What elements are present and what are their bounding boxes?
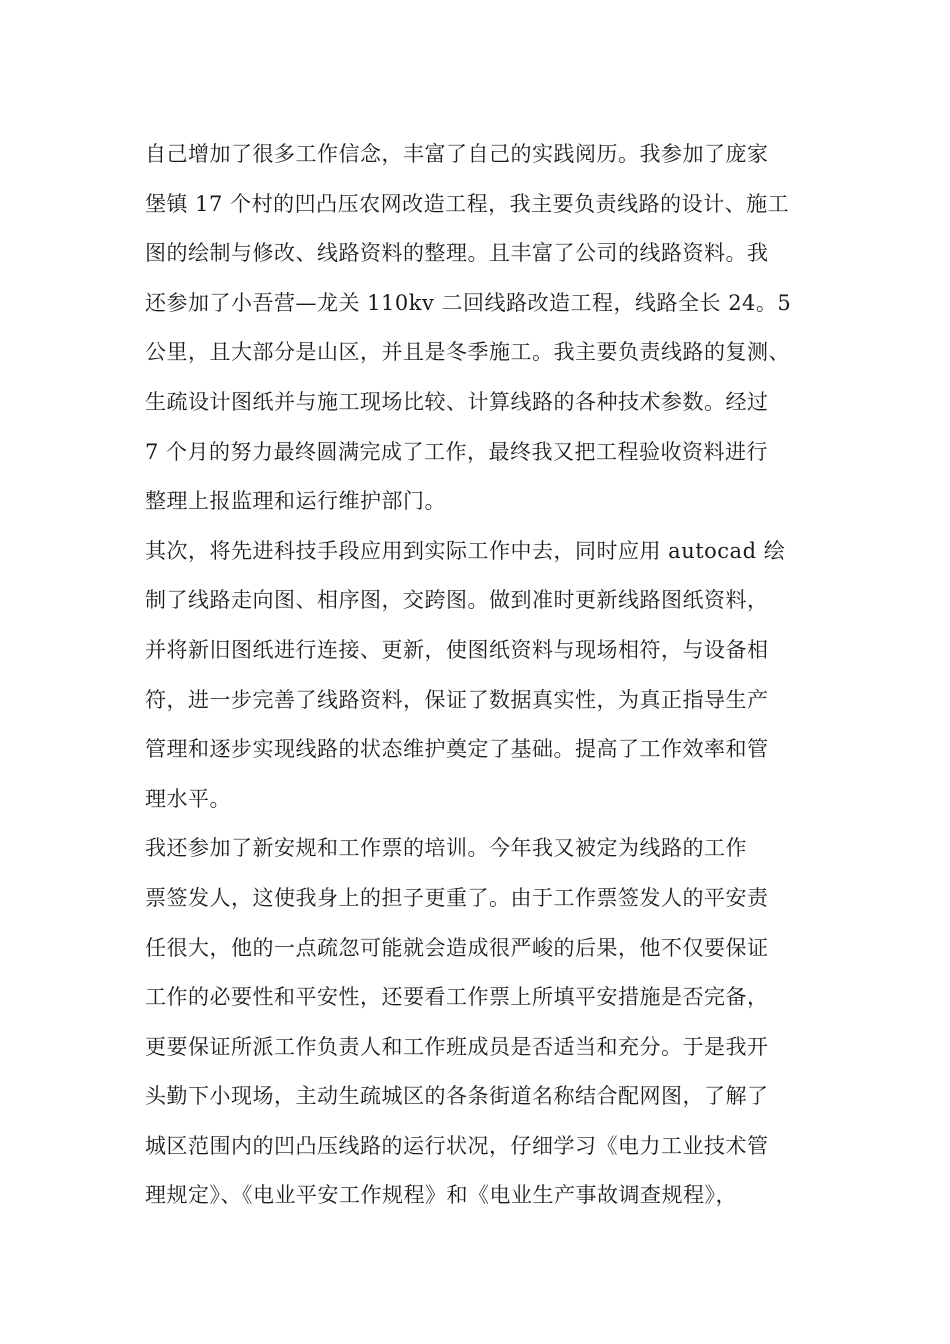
- text-line: 堡镇 17 个村的凹凸压农网改造工程，我主要负责线路的设计、施工: [145, 191, 790, 216]
- text-line: 票签发人，这使我身上的担子更重了。由于工作票签发人的平安责: [145, 885, 769, 910]
- text-line: 城区范围内的凹凸压线路的运行状况，仔细学习《电力工业技术管: [145, 1133, 769, 1158]
- text-line: 理水平。: [145, 786, 231, 811]
- text-line: 整理上报监理和运行维护部门。: [145, 489, 446, 514]
- text-line: 生疏设计图纸并与施工现场比较、计算线路的各种技术参数。经过: [145, 389, 769, 414]
- text-line: 任很大，他的一点疏忽可能就会造成很严峻的后果，他不仅要保证: [145, 935, 769, 960]
- text-line: 更要保证所派工作负责人和工作班成员是否适当和充分。于是我开: [145, 1034, 769, 1059]
- text-line: 7 个月的努力最终圆满完成了工作，最终我又把工程验收资料进行: [145, 439, 769, 464]
- text-line: 制了线路走向图、相序图，交跨图。做到准时更新线路图纸资料，: [145, 588, 769, 613]
- text-line: 图的绘制与修改、线路资料的整理。且丰富了公司的线路资料。我: [145, 241, 769, 266]
- text-line: 并将新旧图纸进行连接、更新，使图纸资料与现场相符，与设备相: [145, 637, 769, 662]
- text-line: 我还参加了新安规和工作票的培训。今年我又被定为线路的工作: [145, 836, 747, 861]
- body-text: [145, 130, 825, 1221]
- text-line: 还参加了小吾营—龙关 110kv 二回线路改造工程，线路全长 24。5: [145, 290, 792, 315]
- text-line: 其次，将先进科技手段应用到实际工作中去，同时应用 autocad 绘: [145, 538, 786, 563]
- text-line: 自己增加了很多工作信念，丰富了自己的实践阅历。我参加了庞家: [145, 142, 769, 166]
- text-line: 工作的必要性和平安性，还要看工作票上所填平安措施是否完备，: [145, 985, 769, 1010]
- text-line: 符，进一步完善了线路资料，保证了数据真实性，为真正指导生产: [145, 687, 769, 712]
- text-line: 管理和逐步实现线路的状态维护奠定了基础。提高了工作效率和管: [145, 737, 769, 762]
- text-line: 理规定》、《电业平安工作规程》和《电业生产事故调查规程》，: [145, 1183, 737, 1208]
- text-line: 头勤下小现场，主动生疏城区的各条街道名称结合配网图，了解了: [145, 1084, 769, 1109]
- text-line: 公里，且大部分是山区，并且是冬季施工。我主要负责线路的复测、: [145, 340, 790, 365]
